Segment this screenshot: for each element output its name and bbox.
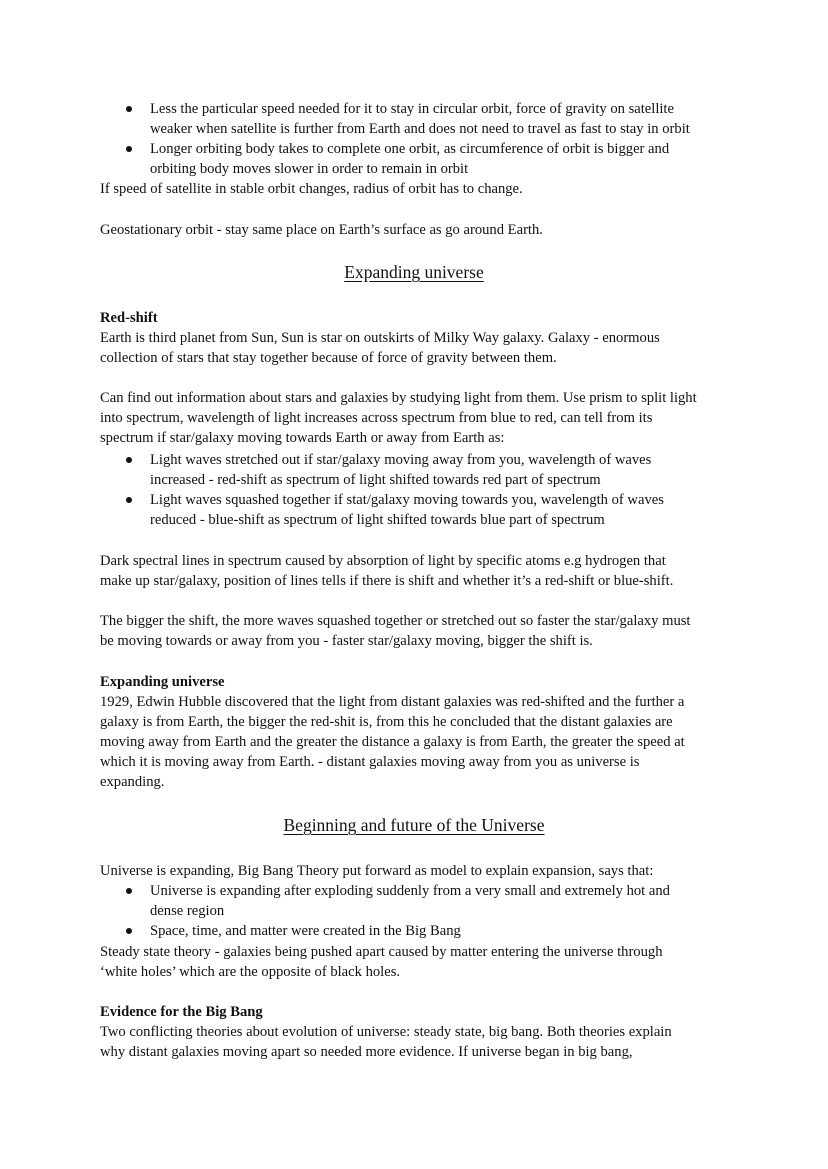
bullet-text-line: increased - red-shift as spectrum of light shifted towards red part of spectrum bbox=[150, 472, 601, 488]
paragraph-line: into spectrum, wavelength of light increases across spectrum from blue to red, can tell from its bbox=[100, 410, 653, 426]
paragraph-line: Universe is expanding, Big Bang Theory put forward as model to explain expansion, says that: bbox=[100, 863, 654, 879]
paragraph-line: ‘white holes’ which are the opposite of black holes. bbox=[100, 964, 401, 980]
paragraph-line: 1929, Edwin Hubble discovered that the light from distant galaxies was red-shifted and the further a bbox=[100, 694, 685, 710]
paragraph-line: make up star/galaxy, position of lines tells if there is shift and whether it’s a red-shift or blue-shift. bbox=[100, 573, 674, 589]
bullet-icon bbox=[126, 146, 132, 152]
bullet-text-line: dense region bbox=[150, 903, 225, 919]
bullet-icon bbox=[126, 928, 132, 934]
paragraph-line: Earth is third planet from Sun, Sun is star on outskirts of Milky Way galaxy. Galaxy - enormous bbox=[100, 330, 660, 346]
paragraph-line: collection of stars that stay together because of force of gravity between them. bbox=[100, 350, 557, 366]
paragraph-line: galaxy is from Earth, the bigger the red-shit is, from this he concluded that the distant galaxies are bbox=[100, 714, 673, 730]
subsection-heading: Expanding universe bbox=[100, 674, 225, 690]
bullet-icon bbox=[126, 497, 132, 503]
section-heading: Beginning and future of the Universe bbox=[283, 815, 545, 835]
paragraph-line: expanding. bbox=[100, 774, 165, 790]
bullet-icon bbox=[126, 106, 132, 112]
paragraph-line: Two conflicting theories about evolution of universe: steady state, big bang. Both theories explain bbox=[100, 1024, 672, 1040]
subsection-heading: Evidence for the Big Bang bbox=[100, 1004, 263, 1020]
bullet-text-line: Universe is expanding after exploding suddenly from a very small and extremely hot and bbox=[150, 883, 670, 899]
bullet-icon bbox=[126, 457, 132, 463]
paragraph-line: If speed of satellite in stable orbit changes, radius of orbit has to change. bbox=[100, 181, 523, 197]
paragraph-line: Steady state theory - galaxies being pushed apart caused by matter entering the universe through bbox=[100, 944, 663, 960]
bullet-text-line: Light waves squashed together if stat/galaxy moving towards you, wavelength of waves bbox=[150, 492, 664, 508]
paragraph-line: Can find out information about stars and galaxies by studying light from them. Use prism to split light bbox=[100, 390, 697, 406]
bullet-text-line: orbiting body moves slower in order to remain in orbit bbox=[150, 161, 469, 177]
bullet-text-line: weaker when satellite is further from Earth and does not need to travel as fast to stay in orbit bbox=[150, 121, 690, 137]
bullet-text-line: Less the particular speed needed for it to stay in circular orbit, force of gravity on satellite bbox=[150, 101, 674, 117]
paragraph-line: Dark spectral lines in spectrum caused by absorption of light by specific atoms e.g hydrogen that bbox=[100, 553, 666, 569]
bullet-icon bbox=[126, 888, 132, 894]
paragraph-line: spectrum if star/galaxy moving towards Earth or away from Earth as: bbox=[100, 430, 505, 446]
paragraph-line: which it is moving away from Earth. - distant galaxies moving away from you as universe is bbox=[100, 754, 640, 770]
paragraph-line: why distant galaxies moving apart so needed more evidence. If universe began in big bang, bbox=[100, 1044, 633, 1060]
bullet-text-line: reduced - blue-shift as spectrum of light shifted towards blue part of spectrum bbox=[150, 512, 605, 528]
subsection-heading: Red-shift bbox=[100, 310, 158, 326]
paragraph-line: be moving towards or away from you - faster star/galaxy moving, bigger the shift is. bbox=[100, 633, 593, 649]
bullet-text-line: Longer orbiting body takes to complete one orbit, as circumference of orbit is bigger and bbox=[150, 141, 670, 157]
paragraph-line: moving away from Earth and the greater the distance a galaxy is from Earth, the greater the speed at bbox=[100, 734, 685, 750]
bullet-text-line: Light waves stretched out if star/galaxy moving away from you, wavelength of waves bbox=[150, 452, 652, 468]
bullet-text-line: Space, time, and matter were created in the Big Bang bbox=[150, 923, 461, 939]
paragraph-line: The bigger the shift, the more waves squashed together or stretched out so faster the star/galaxy must bbox=[100, 613, 691, 629]
section-heading: Expanding universe bbox=[344, 262, 484, 282]
paragraph-line: Geostationary orbit - stay same place on Earth’s surface as go around Earth. bbox=[100, 222, 543, 238]
